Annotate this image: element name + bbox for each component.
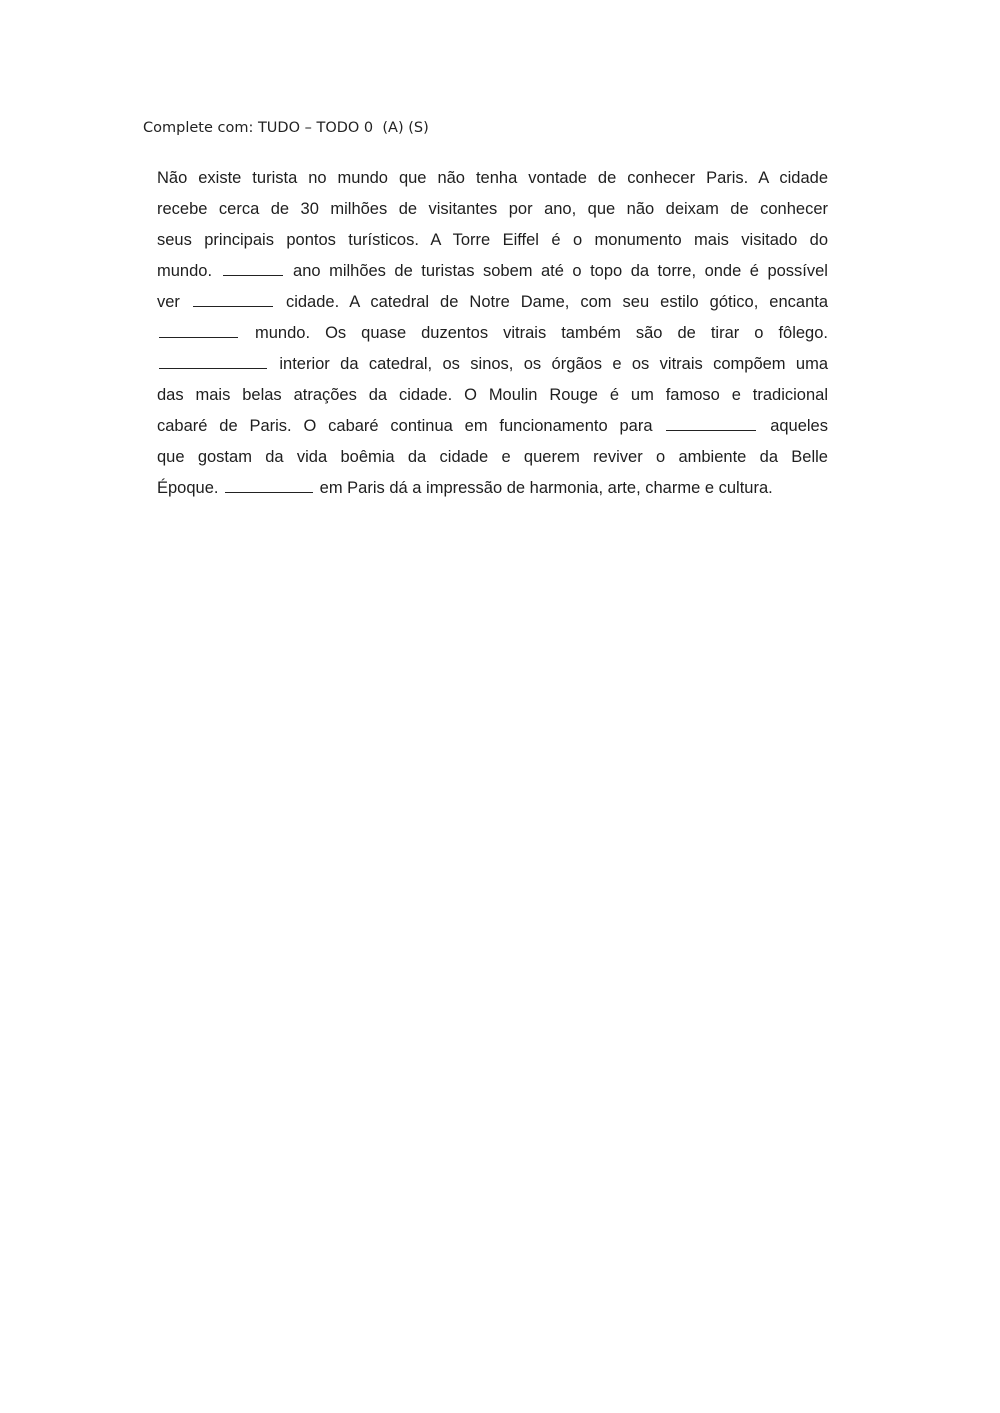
passage-text-segment: cabaré de Paris. O cabaré continua em funcionamento para <box>157 417 653 435</box>
passage-text-segment: recebe cerca de 30 milhões de visitantes por ano, que não deixam de conhecer <box>157 200 828 218</box>
passage-text-segment: ver <box>157 293 180 311</box>
passage-text-segment: seus principais pontos turísticos. A Torre Eiffel é o monumento mais visitado do <box>157 231 828 249</box>
passage-text <box>157 163 828 504</box>
passage-line <box>157 194 828 225</box>
passage-line <box>157 473 828 504</box>
passage-text-segment: cidade. A catedral de Notre Dame, com seu estilo gótico, encanta <box>285 293 829 311</box>
passage-line <box>157 442 828 473</box>
passage-text-segment: mundo. <box>157 262 213 280</box>
fill-in-blank-1[interactable] <box>223 259 283 276</box>
passage-text-segment: das mais belas atrações da cidade. O Moulin Rouge é um famoso e tradicional <box>157 386 828 404</box>
fill-in-blank-6[interactable] <box>225 476 313 493</box>
passage-line <box>157 411 828 442</box>
passage-text-segment: que gostam da vida boêmia da cidade e querem reviver o ambiente da Belle <box>157 448 828 466</box>
passage-text-segment: aqueles <box>770 417 828 435</box>
passage-line <box>157 318 828 349</box>
passage-text-segment: em Paris dá a impressão de harmonia, arte, charme e cultura. <box>319 479 773 497</box>
passage-line <box>157 256 828 287</box>
passage-text-segment: mundo. Os quase duzentos vitrais também são de tirar o fôlego. <box>255 324 828 342</box>
passage-line <box>157 349 828 380</box>
passage-line <box>157 163 828 194</box>
fill-in-blank-2[interactable] <box>193 290 273 307</box>
instruction-text: Complete com: TUDO – TODO 0 (A) (S) <box>143 120 429 136</box>
fill-in-blank-5[interactable] <box>666 414 756 431</box>
passage-line <box>157 287 828 318</box>
passage-text-segment: Époque. <box>157 479 219 497</box>
passage-line <box>157 225 828 256</box>
fill-in-blank-3[interactable] <box>159 321 238 338</box>
passage-text-segment: interior da catedral, os sinos, os órgãos e os vitrais compõem uma <box>279 355 828 373</box>
passage-line <box>157 380 828 411</box>
passage-text-segment: Não existe turista no mundo que não tenha vontade de conhecer Paris. A cidade <box>157 169 828 187</box>
passage-text-segment: ano milhões de turistas sobem até o topo da torre, onde é possível <box>293 262 828 280</box>
fill-in-blank-4[interactable] <box>159 352 267 369</box>
